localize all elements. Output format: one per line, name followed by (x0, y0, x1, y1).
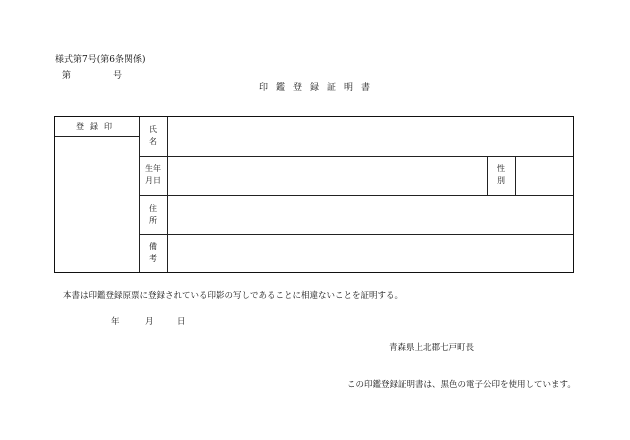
certificate-table (54, 116, 574, 273)
serial-number-suffix: 号 (113, 71, 123, 81)
name-value (168, 117, 573, 156)
electronic-seal-note: この印鑑登録証明書は、黒色の電子公印を使用しています。 (347, 380, 576, 390)
remarks-label: 備 考 (149, 242, 157, 263)
address-label: 住 所 (149, 204, 157, 225)
document-title: 印鑑登録証明書 (259, 83, 379, 93)
birthdate-value (168, 157, 487, 195)
serial-number-prefix: 第 (62, 71, 72, 81)
seal-impression-area (55, 137, 139, 272)
birthdate-label: 生年 月日 (145, 164, 161, 185)
issuer-name: 青森県上北郡七戸町長 (389, 343, 475, 353)
date-day: 日 (177, 317, 186, 327)
remarks-value (168, 235, 573, 272)
form-number: 様式第7号(第6条関係) (55, 55, 146, 65)
gender-value (516, 157, 573, 195)
seal-label: 登録印 (76, 122, 118, 131)
date-month: 月 (145, 317, 154, 327)
name-label: 氏 名 (149, 125, 157, 146)
date-year: 年 (111, 317, 120, 327)
address-value (168, 196, 573, 234)
gender-label: 性 別 (497, 164, 505, 185)
certification-statement: 本書は印鑑登録原票に登録されている印影の写しであることに相違ないことを証明する。 (63, 291, 404, 301)
